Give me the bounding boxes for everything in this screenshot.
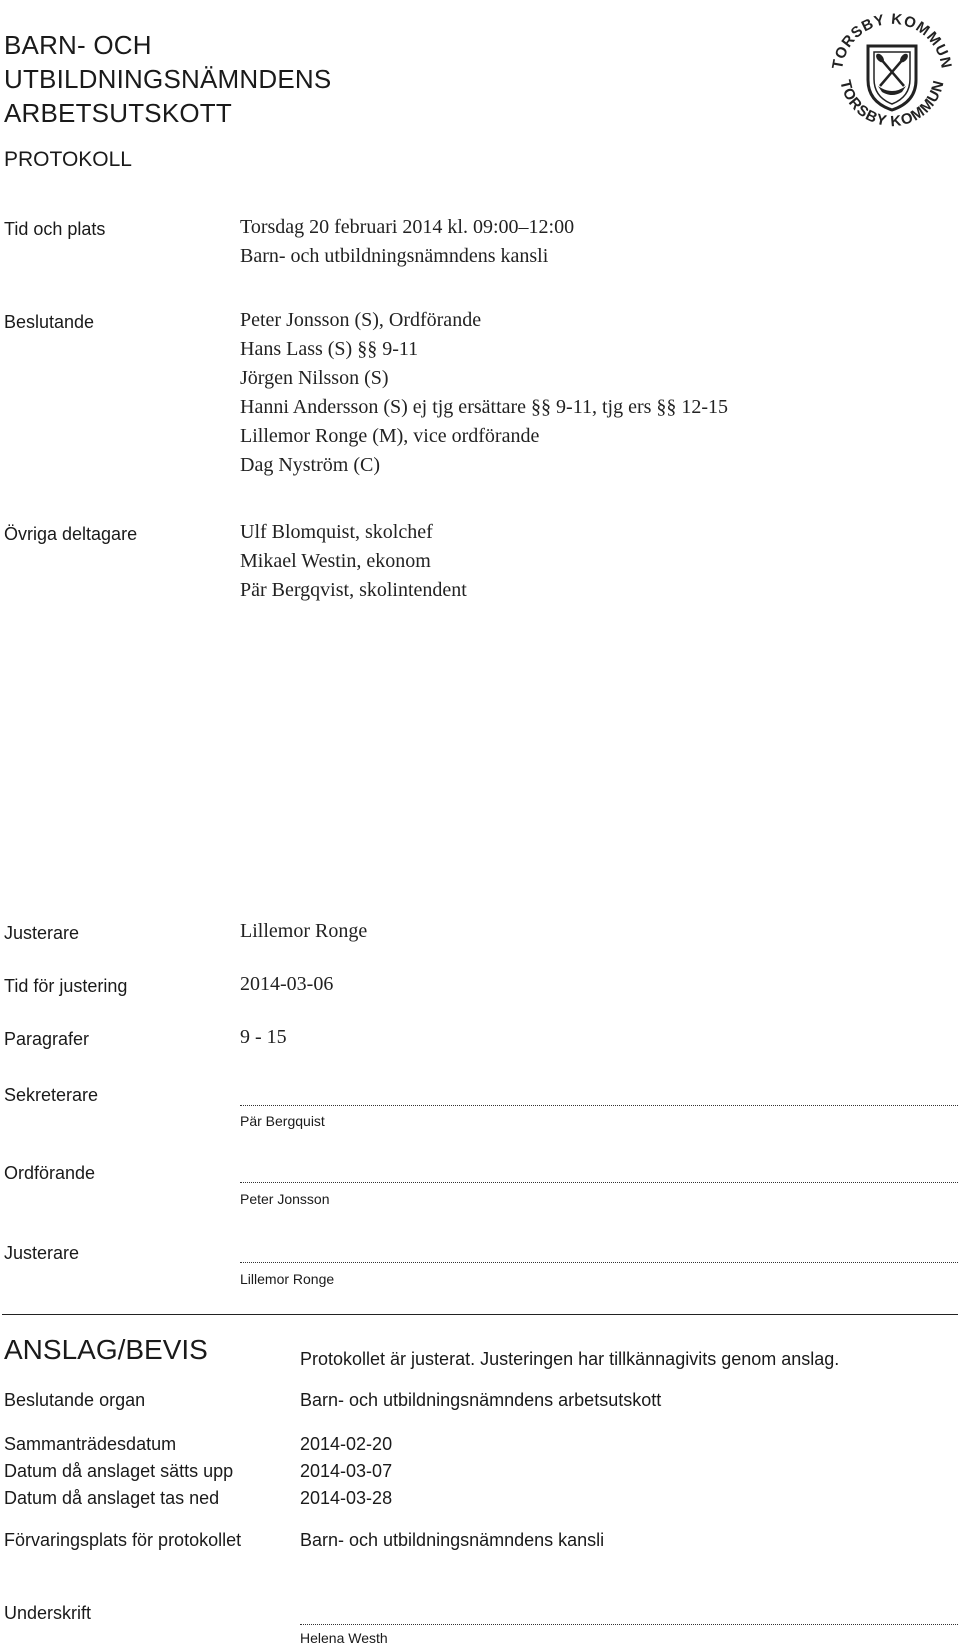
time-place-value [240, 213, 574, 271]
secretary-name: Pär Bergquist [240, 1113, 325, 1129]
storage-label: Förvaringsplats för protokollet [4, 1530, 242, 1550]
secretary-signature-line [240, 1105, 958, 1106]
section-divider [2, 1314, 958, 1315]
title-line-1: BARN- OCH [4, 30, 152, 60]
meeting-date-value: 2014-02-20 [300, 1434, 393, 1454]
paragraphs-label: Paragrafer [4, 1029, 90, 1049]
anslag-statement: Protokollet är justerat. Justeringen har tillkännagivits genom anslag. [300, 1349, 840, 1369]
deciding-list [240, 306, 728, 480]
deciding-member: Hans Lass (S) §§ 9-11 [240, 338, 419, 360]
chair-name: Peter Jonsson [240, 1191, 330, 1207]
adjuster-signature-label: Justerare [4, 1243, 80, 1263]
organ-value: Barn- och utbildningsnämndens arbetsutskott [300, 1390, 662, 1410]
document-type: PROTOKOLL [4, 148, 132, 171]
anslag-signature-line [300, 1624, 958, 1625]
adjuster-label: Justerare [4, 923, 80, 943]
chair-label: Ordförande [4, 1163, 96, 1183]
storage-value: Barn- och utbildningsnämndens kansli [300, 1530, 605, 1550]
document-title [4, 28, 331, 130]
deciding-member: Jörgen Nilsson (S) [240, 367, 389, 389]
time-place-label: Tid och plats [4, 219, 106, 239]
other-participant: Mikael Westin, ekonom [240, 550, 431, 572]
seal-icon [820, 0, 960, 140]
deciding-label: Beslutande [4, 312, 95, 332]
adjuster-signature-line [240, 1262, 958, 1263]
svg-text:TORSBY KOMMUN [829, 11, 955, 71]
organ-label: Beslutande organ [4, 1390, 146, 1410]
deciding-member: Lillemor Ronge (M), vice ordförande [240, 425, 540, 447]
others-label: Övriga deltagare [4, 524, 138, 544]
adjuster-name: Lillemor Ronge [240, 1271, 335, 1287]
title-line-2: UTBILDNINGSNÄMNDENS [4, 64, 332, 94]
chair-signature-line [240, 1182, 958, 1183]
anslag-signature-name: Helena Westh [300, 1630, 388, 1646]
paragraphs-value: 9 - 15 [240, 1026, 287, 1048]
removed-date-value: 2014-03-28 [300, 1488, 393, 1508]
secretary-label: Sekreterare [4, 1085, 99, 1105]
logo-text-bottom: TORSBY KOMMUN [836, 78, 948, 131]
torsby-kommun-logo [820, 0, 960, 140]
time-place-line: Torsdag 20 februari 2014 kl. 09:00–12:00 [240, 216, 575, 238]
signature-label: Underskrift [4, 1603, 92, 1623]
other-participant: Pär Bergqvist, skolintendent [240, 579, 467, 601]
time-place-line: Barn- och utbildningsnämndens kansli [240, 245, 549, 267]
others-list [240, 518, 467, 605]
anslag-heading: ANSLAG/BEVIS [4, 1334, 208, 1365]
logo-text-top: TORSBY KOMMUN [829, 10, 955, 71]
deciding-member: Dag Nyström (C) [240, 454, 380, 476]
removed-date-label: Datum då anslaget tas ned [4, 1488, 220, 1508]
meeting-date-label: Sammanträdesdatum [4, 1434, 177, 1454]
posted-date-value: 2014-03-07 [300, 1461, 393, 1481]
adjuster-value: Lillemor Ronge [240, 920, 368, 942]
title-line-3: ARBETSUTSKOTT [4, 98, 232, 128]
deciding-member: Peter Jonsson (S), Ordförande [240, 309, 482, 331]
other-participant: Ulf Blomquist, skolchef [240, 521, 433, 543]
adjustment-time-label: Tid för justering [4, 976, 128, 996]
deciding-member: Hanni Andersson (S) ej tjg ersättare §§ 9-11, tjg ers §§ 12-15 [240, 396, 729, 418]
posted-date-label: Datum då anslaget sätts upp [4, 1461, 234, 1481]
adjustment-time-value: 2014-03-06 [240, 973, 334, 995]
